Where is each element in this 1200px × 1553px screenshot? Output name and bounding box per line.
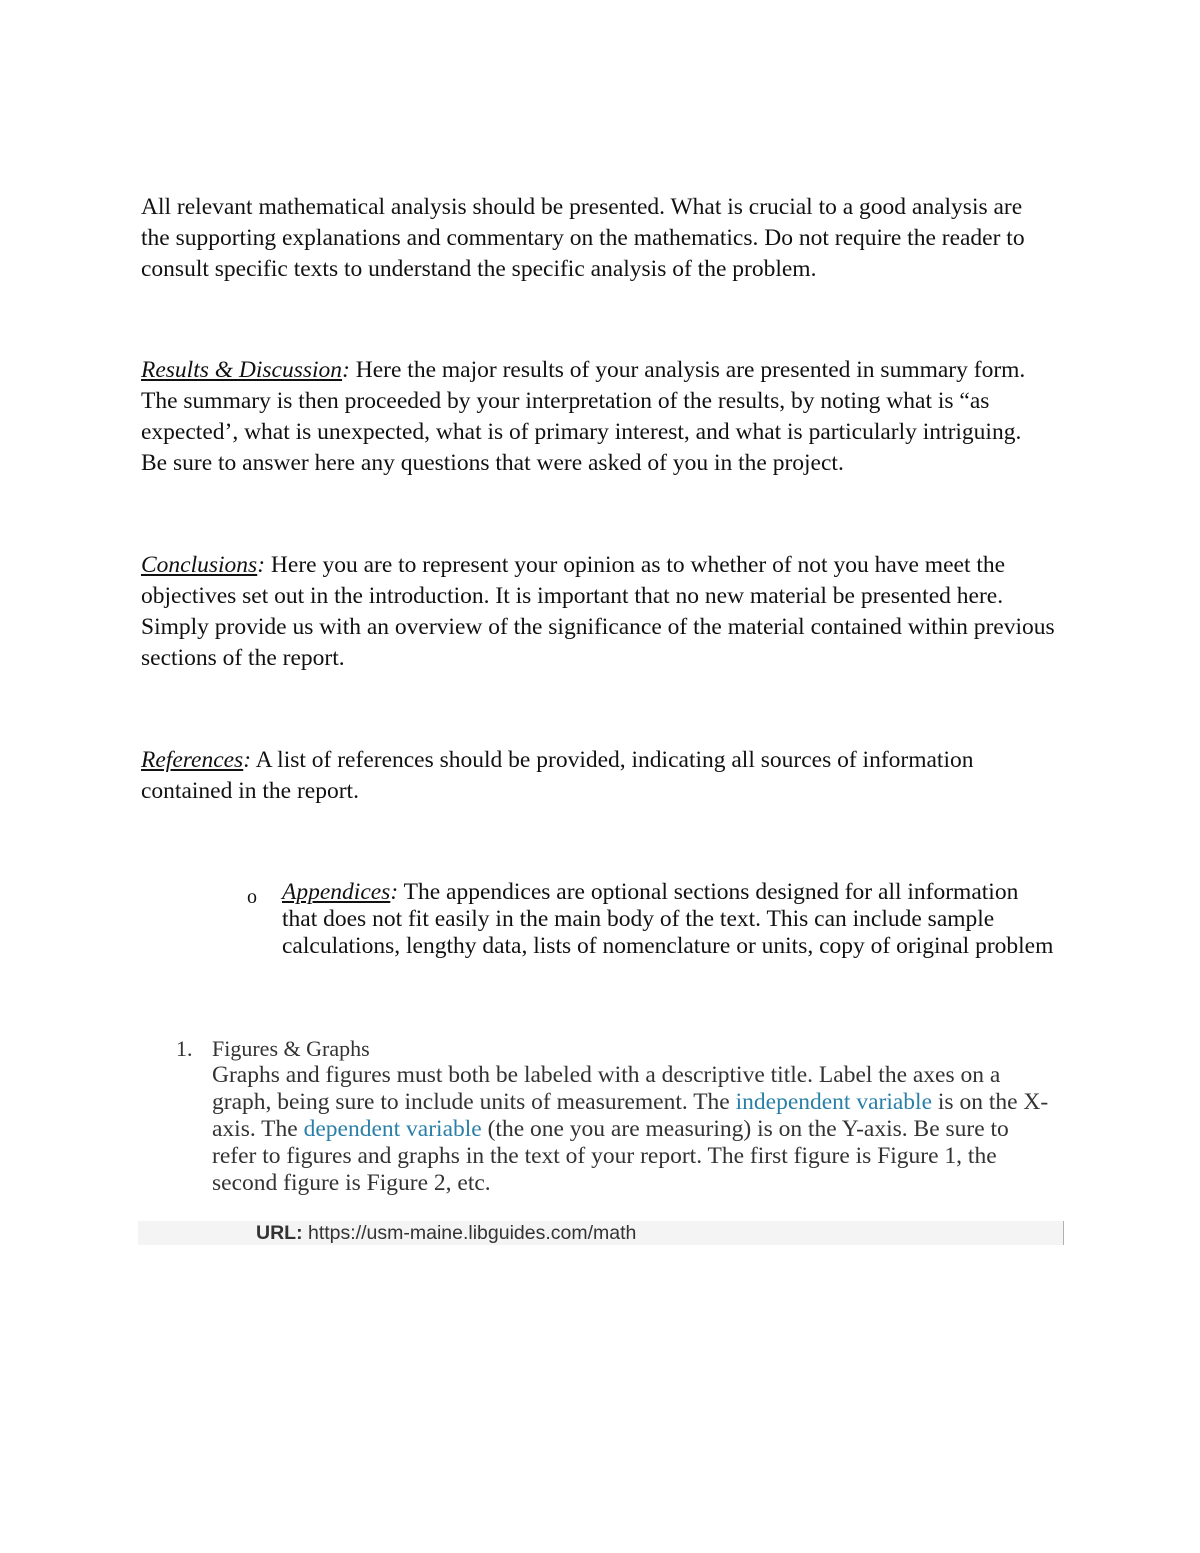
figures-line: second figure is Figure 2, etc. xyxy=(212,1170,491,1196)
appendices-heading: Appendices xyxy=(282,879,391,905)
conclusions-line: Simply provide us with an overview of the significance of the material contained within previous xyxy=(141,614,1055,640)
appendices-item xyxy=(282,879,1072,960)
appendices-colon: : xyxy=(390,879,399,905)
figures-line: refer to figures and graphs in the text of your report. The first figure is Figure 1, the xyxy=(212,1143,997,1169)
url-value[interactable]: https://usm-maine.libguides.com/math xyxy=(302,1222,637,1244)
figures-title: Figures & Graphs xyxy=(212,1036,370,1061)
figures-text: is on the X- xyxy=(932,1089,1049,1115)
appendices-first-line-text: The appendices are optional sections designed for all information xyxy=(398,879,1019,905)
references-line: contained in the report. xyxy=(141,778,359,804)
figures-line xyxy=(212,1089,1072,1116)
references-first-line-text: A list of references should be provided, indicating all sources of information xyxy=(251,747,974,773)
references-heading: References xyxy=(141,747,244,773)
conclusions-colon: : xyxy=(257,552,266,578)
figures-body xyxy=(212,1062,1072,1197)
list-number: 1. xyxy=(176,1036,193,1061)
figures-line: Graphs and figures must both be labeled with a descriptive title. Label the axes on a xyxy=(212,1062,1001,1088)
figures-text: (the one you are measuring) is on the Y-axis. Be sure to xyxy=(481,1116,1009,1142)
appendices-line: that does not fit easily in the main body of the text. This can include sample xyxy=(282,906,995,932)
conclusions-heading: Conclusions xyxy=(141,552,258,578)
independent-variable-link[interactable]: independent variable xyxy=(735,1089,933,1115)
analysis-line: All relevant mathematical analysis should be presented. What is crucial to a good analysis are xyxy=(141,194,1023,220)
conclusions-section xyxy=(141,550,1071,674)
url-label: URL: xyxy=(256,1222,303,1244)
analysis-line: consult specific texts to understand the specific analysis of the problem. xyxy=(141,256,817,282)
bullet-circle-marker: o xyxy=(247,886,257,908)
url-line xyxy=(256,1221,636,1245)
results-first-line-text: Here the major results of your analysis are presented in summary form. xyxy=(349,357,1026,383)
figures-text: axis. The xyxy=(212,1116,304,1142)
results-line: The summary is then proceeded by your interpretation of the results, by noting what is “as xyxy=(141,388,990,414)
conclusions-line: objectives set out in the introduction. It is important that no new material be presented here. xyxy=(141,583,1004,609)
results-line: Be sure to answer here any questions that were asked of you in the project. xyxy=(141,450,844,476)
results-heading: Results & Discussion xyxy=(141,357,343,383)
results-first-line xyxy=(141,355,1071,386)
figures-text: graph, being sure to include units of measurement. The xyxy=(212,1089,736,1115)
results-section xyxy=(141,355,1071,479)
references-section xyxy=(141,745,1071,807)
analysis-line: the supporting explanations and commentary on the mathematics. Do not require the reader to xyxy=(141,225,1025,251)
references-first-line xyxy=(141,745,1071,776)
conclusions-first-line-text: Here you are to represent your opinion as to whether of not you have meet the xyxy=(265,552,1006,578)
appendices-first-line xyxy=(282,879,1072,906)
results-colon: : xyxy=(342,357,350,383)
analysis-paragraph xyxy=(141,192,1071,285)
figures-item xyxy=(212,1035,1072,1197)
appendices-line: calculations, lengthy data, lists of nomenclature or units, copy of original problem xyxy=(282,933,1054,959)
conclusions-first-line xyxy=(141,550,1071,581)
conclusions-line: sections of the report. xyxy=(141,645,345,671)
results-line: expected’, what is unexpected, what is of primary interest, and what is particularly intriguing. xyxy=(141,419,1022,445)
figures-line xyxy=(212,1116,1072,1143)
dependent-variable-link[interactable]: dependent variable xyxy=(303,1116,482,1142)
url-footer xyxy=(138,1221,1064,1245)
references-colon: : xyxy=(243,747,252,773)
